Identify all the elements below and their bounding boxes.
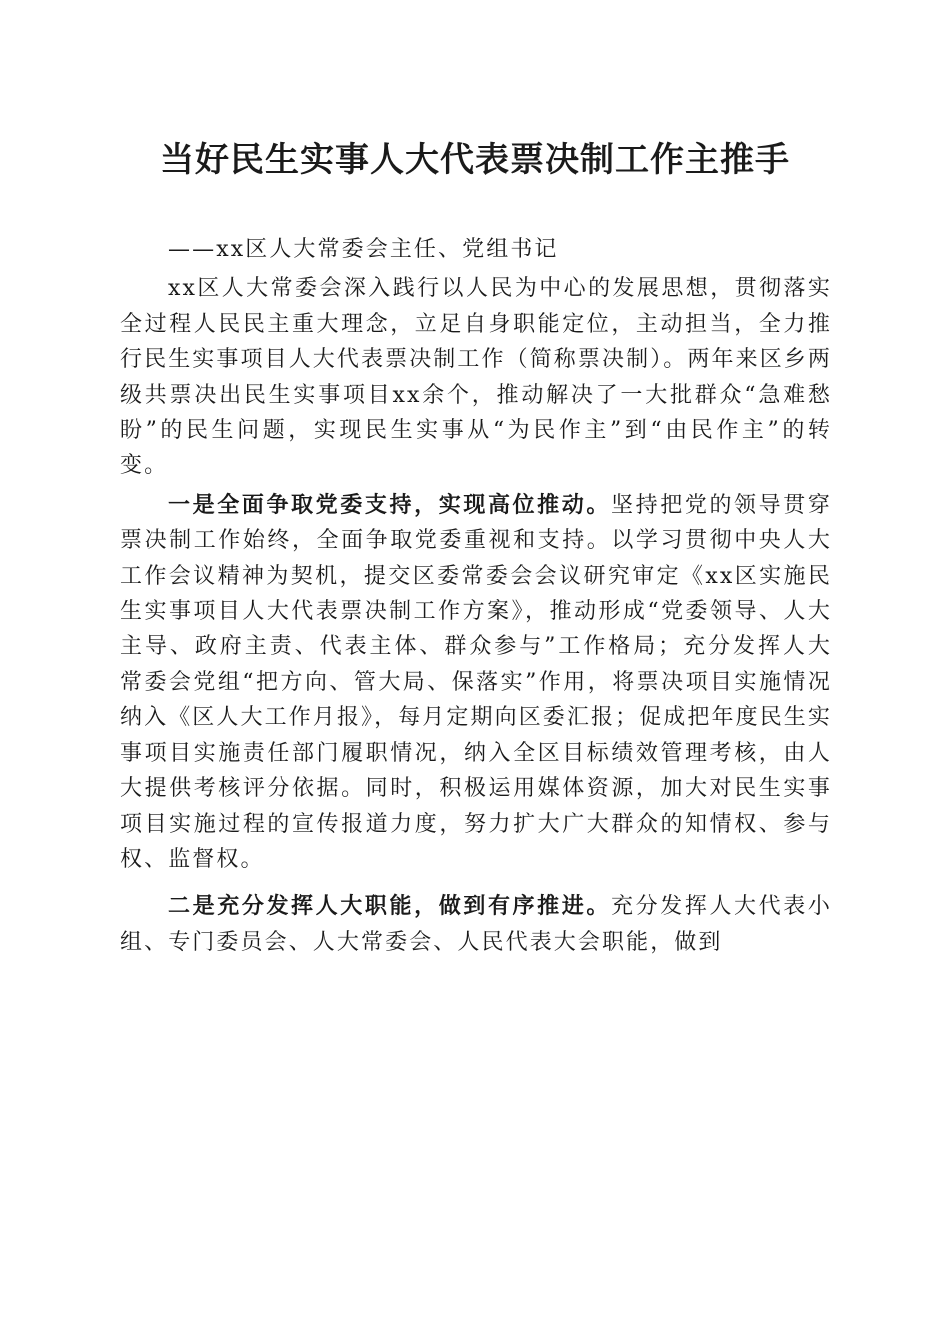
section-1-text: 坚持把党的领导贯穿票决制工作始终，全面争取党委重视和支持。以学习贯彻中央人大工作会议精神为契机，提交区委常委会会议研究审定《xx区实施民生实事项目人大代表票决制工作方案》，推动形成“党委领导、人大主导、政府主责、代表主体、群众参与”工作格局；充分发挥人大常委会党组“把方向、管大局、保落实”作用，将票决项目实施情况纳入《区人大工作月报》，每月定期向区委汇报；促成把年度民生实事项目实施责任部门履职情况，纳入全区目标绩效管理考核，由人大提供考核评分依据。同时，积极运用媒体资源，加大对民生实事项目实施过程的宣传报道力度，努力扩大广大群众的知情权、参与权、监督权。 — [120, 492, 833, 872]
document-body — [120, 232, 832, 960]
section-2-lead: 二是充分发挥人大职能，做到有序推进。 — [168, 893, 611, 920]
document-title: 当好民生实事人大代表票决制工作主推手 — [160, 140, 790, 180]
section-1-lead: 一是全面争取党委支持，实现高位推动。 — [168, 491, 611, 518]
intro-paragraph: xx区人大常委会深入践行以人民为中心的发展思想，贯彻落实全过程人民民主重大理念，立足自身职能定位，主动担当，全力推行民生实事项目人大代表票决制工作（简称票决制）。两年来区乡两级共票决出民生实事项目xx余个，推动解决了一大批群众“急难愁盼”的民生问题，实现民生实事从“为民作主”到“由民作主”的转变。 — [120, 276, 833, 479]
section-2-paragraph — [120, 889, 832, 960]
section-2-text: 充分发挥人大代表小组、专门委员会、人大常委会、人民代表大会职能，做到 — [120, 894, 832, 955]
section-1-paragraph — [120, 488, 832, 877]
byline: ——xx区人大常委会主任、党组书记 — [168, 237, 559, 262]
